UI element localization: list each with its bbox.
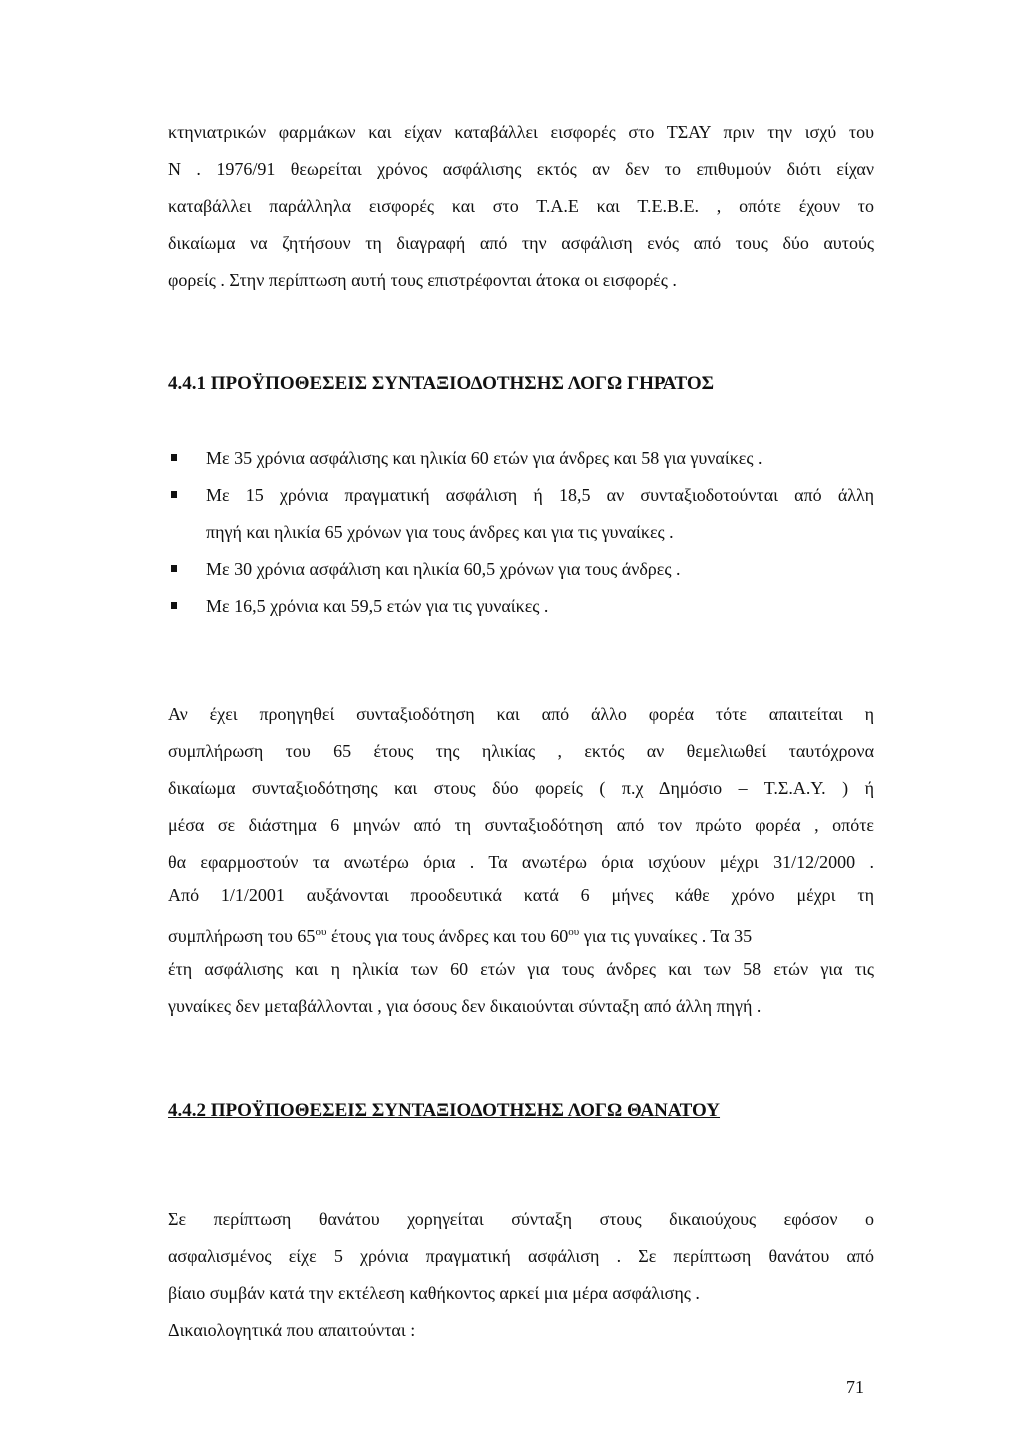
bullet-text: Με 30 χρόνια ασφάλιση και ηλικία 60,5 χρόνων για τους άνδρες .: [206, 559, 681, 579]
section-heading-death: 4.4.2 ΠΡΟΫΠΟΘΕΣΕΙΣ ΣΥΝΤΑΞΙΟΔΟΤΗΣΗΣ ΛΟΓΩ ΘΑΝΑΤΟΥ: [168, 1100, 721, 1121]
paragraph1-line5: φορείς . Στην περίπτωση αυτή τους επιστρέφονται άτοκα οι εισφορές .: [168, 270, 677, 290]
paragraph2-line3: δικαίωμα συνταξιοδότησης και στους δύο φορείς ( π.χ Δημόσιο – Τ.Σ.Α.Υ. ) ή: [168, 778, 874, 798]
paragraph2-line7-part1: συμπλήρωση του 65: [168, 926, 316, 946]
paragraph2-line6: Από 1/1/2001 αυξάνονται προοδευτικά κατά 6 μήνες κάθε χρόνο μέχρι τη: [168, 885, 874, 905]
paragraph2-line4: μέσα σε διάστημα 6 μηνών από τη συνταξιοδότηση από τον πρώτο φορέα , οπότε: [168, 815, 874, 835]
paragraph2-line7: [168, 921, 874, 947]
square-bullet-icon: [171, 491, 177, 498]
page-number: 71: [846, 1377, 864, 1397]
paragraph1-line1: κτηνιατρικών φαρμάκων και είχαν καταβάλλει εισφορές στο ΤΣΑΥ πριν την ισχύ του: [168, 122, 874, 142]
square-bullet-icon: [171, 565, 177, 572]
paragraph2-line9: γυναίκες δεν μεταβάλλονται , για όσους δεν δικαιούνται σύνταξη από άλλη πηγή .: [168, 996, 762, 1016]
paragraph2-line8: έτη ασφάλισης και η ηλικία των 60 ετών για τους άνδρες και των 58 ετών για τις: [168, 959, 874, 979]
bullet-continuation: πηγή και ηλικία 65 χρόνων για τους άνδρες και για τις γυναίκες .: [206, 522, 674, 542]
paragraph3-line1: Σε περίπτωση θανάτου χορηγείται σύνταξη στους δικαιούχους εφόσον ο: [168, 1209, 874, 1229]
square-bullet-icon: [171, 454, 177, 461]
superscript-ordinal: ου: [568, 926, 580, 938]
bullet-text: Με 16,5 χρόνια και 59,5 ετών για τις γυναίκες .: [206, 596, 549, 616]
paragraph2-line7-part3: για τις γυναίκες . Τα 35: [579, 926, 753, 946]
bullet-text: Με 35 χρόνια ασφάλισης και ηλικία 60 ετών για άνδρες και 58 για γυναίκες .: [206, 448, 763, 468]
bullet-text: Με 15 χρόνια πραγματική ασφάλιση ή 18,5 αν συνταξιοδοτούνται από άλλη: [206, 485, 874, 505]
paragraph2-line5: θα εφαρμοστούν τα ανωτέρω όρια . Τα ανωτέρω όρια ισχύουν μέχρι 31/12/2000 .: [168, 852, 874, 872]
paragraph1-line3: καταβάλλει παράλληλα εισφορές και στο Τ.Α.Ε και Τ.Ε.Β.Ε. , οπότε έχουν το: [168, 196, 874, 216]
paragraph2-line1: Αν έχει προηγηθεί συνταξιοδότηση και από άλλο φορέα τότε απαιτείται η: [168, 704, 874, 724]
paragraph1-line2: Ν . 1976/91 θεωρείται χρόνος ασφάλισης εκτός αν δεν το επιθυμούν διότι είχαν: [168, 159, 874, 179]
paragraph2-line2: συμπλήρωση του 65 έτους της ηλικίας , εκτός αν θεμελιωθεί ταυτόχρονα: [168, 741, 874, 761]
square-bullet-icon: [171, 602, 177, 609]
superscript-ordinal: ου: [315, 926, 327, 938]
section-heading-old-age: 4.4.1 ΠΡΟΫΠΟΘΕΣΕΙΣ ΣΥΝΤΑΞΙΟΔΟΤΗΣΗΣ ΛΟΓΩ ΓΗΡΑΤΟΣ: [168, 373, 715, 394]
paragraph3-line3: βίαιο συμβάν κατά την εκτέλεση καθήκοντος αρκεί μια μέρα ασφάλισης .: [168, 1283, 700, 1303]
paragraph3-line4: Δικαιολογητικά που απαιτούνται :: [168, 1320, 416, 1340]
paragraph2-line7-part2: έτους για τους άνδρες και του 60: [326, 926, 569, 946]
paragraph3-line2: ασφαλισμένος είχε 5 χρόνια πραγματική ασφάλιση . Σε περίπτωση θανάτου από: [168, 1246, 874, 1266]
paragraph1-line4: δικαίωμα να ζητήσουν τη διαγραφή από την ασφάλιση ενός από τους δύο αυτούς: [168, 233, 874, 253]
